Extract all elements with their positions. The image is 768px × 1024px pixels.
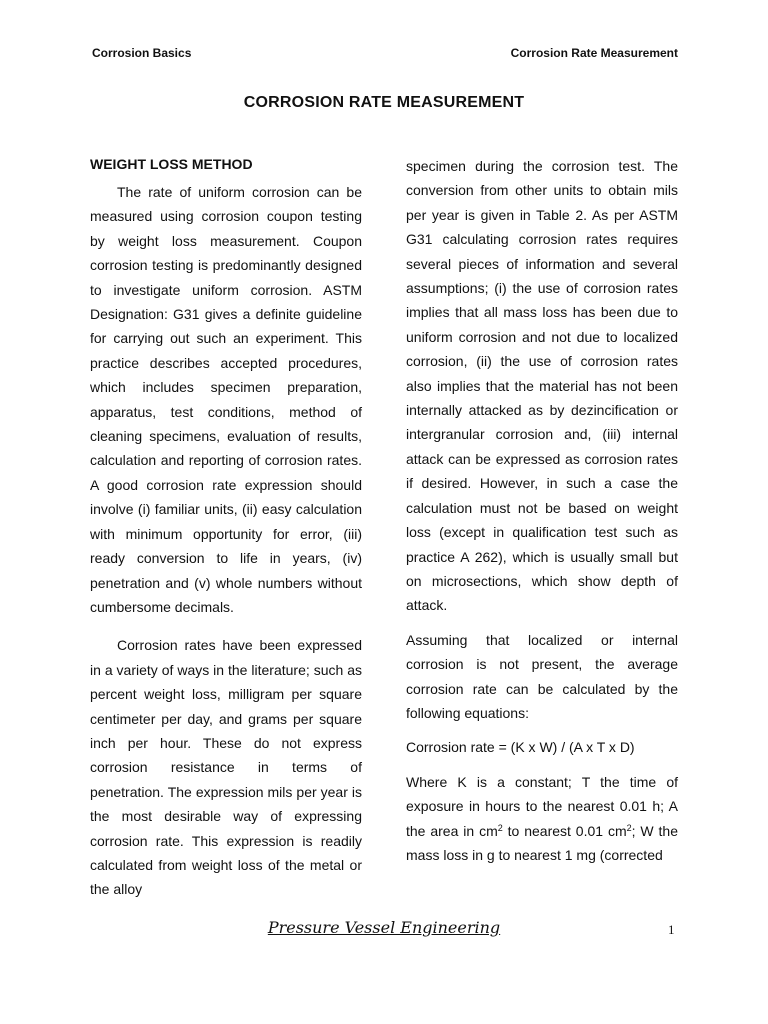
superscript-1: 2 (497, 822, 503, 833)
page-number: 1 (668, 922, 675, 937)
footer-title: Pressure Vessel Engineering (267, 918, 501, 937)
paragraph-astm-g31-assumptions: specimen during the corrosion test. The conversion from other units to obtain mils per year is given in Table 2. As per ASTM G31 calculating corrosion rates requires several pieces of information and several assumptions; (i) the use of corrosion rates implies that all mass loss has been due to uniform corrosion and not due to localized corrosion, (ii) the use of corrosion rates also implies that the material has not been internally attacked as by dezincification or intergranular corrosion and, (iii) internal attack can be expressed as corrosion rates if desired. However, in such a case the calculation must not be based on weight loss (except in qualification test such as practice A 262), which is usually small but on microsections, which show depth of attack. (406, 158, 678, 614)
variables-text-3: ; W the mass loss in g to nearest 1 mg (corrected (406, 822, 678, 863)
running-header (92, 46, 678, 64)
superscript-2: 2 (626, 822, 632, 833)
paragraph-weight-loss-intro: The rate of uniform corrosion can be measured using corrosion coupon testing by weight loss measurement. Coupon corrosion testing is predominantly designed to investigate uniform corrosion. ASTM Designation: G31 gives a definite guideline for carrying out such an experiment. This practice describes accepted procedures, which includes specimen preparation, apparatus, test conditions, method of cleaning specimens, evaluation of results, calculation and reporting of corrosion rates. A good corrosion rate expression should involve (i) familiar units, (ii) easy calculation with minimum opportunity for error, (iii) ready conversion to life in years, (iv) penetration and (v) whole numbers without cumbersome decimals. (90, 184, 362, 615)
header-left-text: Corrosion Basics (92, 46, 192, 60)
variables-text-2: to nearest 0.01 cm (502, 822, 627, 839)
paragraph-average-rate: Assuming that localized or internal corrosion is not present, the average corrosion rate can be calculated by the following equations: (406, 631, 678, 721)
header-right-text: Corrosion Rate Measurement (510, 46, 678, 60)
corrosion-rate-equation: Corrosion rate = (K x W) / (A x T x D) (406, 739, 635, 756)
paragraph-equation-variables (406, 770, 678, 868)
paragraph-corrosion-rates-expressed: Corrosion rates have been expressed in a variety of ways in the literature; such as percent weight loss, milligram per square centimeter per day, and grams per square inch per hour. These do not express corrosion resistance in terms of penetration. The expression mils per year is the most desirable way of expressing corrosion rate. This expression is readily calculated from weight loss of the metal or the alloy (90, 637, 362, 898)
left-column (90, 154, 362, 902)
variables-text-1: Where K is a constant; T the time of exposure in hours to the nearest 0.01 h; A the area in cm (406, 773, 678, 839)
section-heading: WEIGHT LOSS METHOD (90, 156, 253, 172)
right-column (406, 154, 678, 867)
page-title: CORROSION RATE MEASUREMENT (243, 94, 525, 111)
